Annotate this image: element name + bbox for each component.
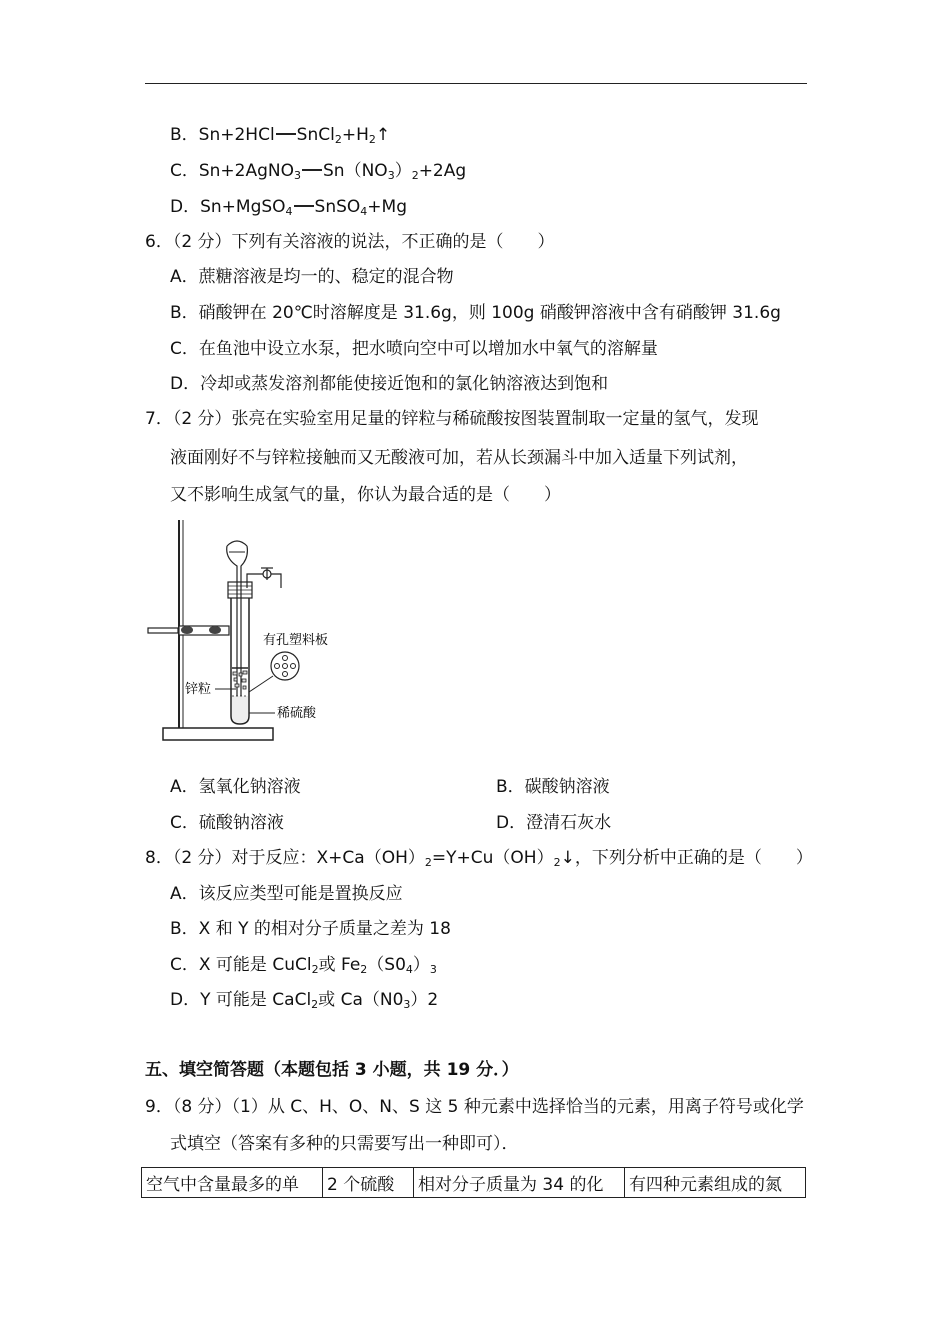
stand-base xyxy=(163,728,273,740)
table-header-cell: 空气中含量最多的单 xyxy=(142,1168,323,1198)
q7-stem-line3: 又不影响生成氢气的量，你认为最合适的是（ ） xyxy=(170,485,561,505)
table-header-cell: 有四种元素组成的氮 xyxy=(625,1168,806,1198)
header-rule xyxy=(145,83,807,84)
q7-option-d: D．澄清石灰水 xyxy=(496,813,612,833)
q8-option-c: C．X 可能是 CuCl$_2$或 $Fe_2(S0_4)_3$ xyxy=(170,955,437,976)
table-header-cell: 相对分子质量为 34 的化 xyxy=(414,1168,625,1198)
q8-option-d: D．Y 可能是 CaCl$_2$或 $Ca(N0_3)2$ xyxy=(170,990,439,1011)
q7-stem-line1: 7．（2 分）张亮在实验室用足量的锌粒与稀硫酸按图装置制取一定量的氢气，发现 xyxy=(145,409,759,429)
dilute-acid xyxy=(232,696,248,723)
q6-option-b: B．硝酸钾在 20℃时溶解度是 31.6g，则 100g 硝酸钾溶液中含有硝酸钾 31.6g xyxy=(170,303,781,323)
q5-option-b: B．Sn+2HCl $SnCl_2+H_2↑$ xyxy=(170,125,391,146)
q5-option-c: C．Sn+2AgNO$_3$ $Sn(NO_3)_2+2Ag$ xyxy=(170,161,467,182)
q5-option-d: D．Sn+MgSO$_4$ SnSO$_4$+Mg xyxy=(170,197,407,218)
label-plastic-plate: 有孔塑料板 xyxy=(263,633,329,648)
q9-stem-line1: 9．（8 分）（1）从 C、H、O、N、S 这 5 种元素中选择恰当的元素，用离子符号或化学 xyxy=(145,1097,804,1117)
q8-option-b: B．X 和 Y 的相对分子质量之差为 18 xyxy=(170,919,451,939)
clamp-arm xyxy=(148,628,178,633)
table-header-cell: 2 个硫酸 xyxy=(323,1168,414,1198)
q6-stem: 6．（2 分）下列有关溶液的说法，不正确的是（ ） xyxy=(145,232,555,252)
q9-stem-line2: 式填空（答案有多种的只需要写出一种即可）． xyxy=(170,1134,519,1154)
q6-option-d: D．冷却或蒸发溶剂都能使接近饱和的氯化钠溶液达到饱和 xyxy=(170,374,609,394)
label-zinc: 锌粒 xyxy=(185,682,212,697)
q8-option-a: A．该反应类型可能是置换反应 xyxy=(170,884,403,904)
q7-option-a: A．氢氧化钠溶液 xyxy=(170,777,301,797)
equals-bar xyxy=(294,205,314,207)
q6-option-c: C．在鱼池中设立水泵，把水喷向空中可以增加水中氧气的溶解量 xyxy=(170,339,658,359)
q8-stem: 8．（2 分）对于反应：$X+Ca(OH)_2=Y+Cu(OH)_2↓$，下列分析中正确的是（ ） xyxy=(145,848,813,869)
equals-bar xyxy=(276,133,296,135)
q6-option-a: A．蔗糖溶液是均一的、稳定的混合物 xyxy=(170,267,454,287)
section-title: 五、填空简答题（本题包括 3 小题，共 19 分．） xyxy=(145,1060,519,1080)
q7-option-b: B．碳酸钠溶液 xyxy=(496,777,610,797)
q7-stem-line2: 液面刚好不与锌粒接触而又无酸液可加，若从长颈漏斗中加入适量下列试剂， xyxy=(170,448,748,468)
zinc-granules xyxy=(233,671,247,689)
label-dilute-acid: 稀硫酸 xyxy=(277,706,317,721)
q7-option-c: C．硫酸钠溶液 xyxy=(170,813,284,833)
table-row xyxy=(142,1168,806,1198)
equals-bar xyxy=(302,169,322,171)
q9-answer-table xyxy=(141,1167,806,1198)
hydrogen-apparatus-diagram xyxy=(143,516,343,748)
